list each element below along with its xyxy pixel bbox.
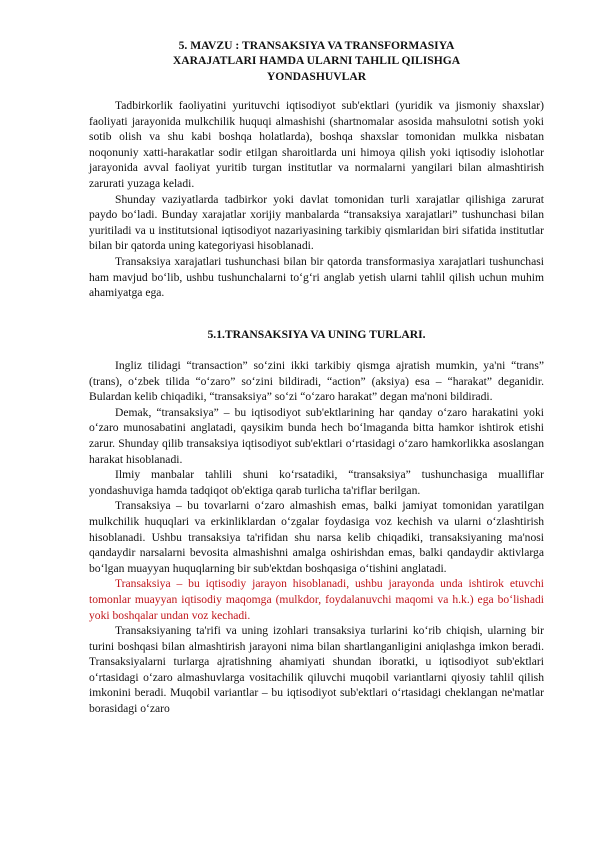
closing-paragraph: Transaksiyaning ta'rifi va uning izohlari transaksiya turlarini ko‘rib chiqish, ularning bir turini boshqasi bilan almashtirish jarayoni nima bilan shartlanganligini aniqlashga imkon beradi. Transaksiyalarni turlarga ajratishning ahamiyati shundan iboratki, u iqtisodiyot sub'ektlari o‘rtasidagi o‘zaro almashuvlarga vositachilik qiluvchi muqobil variantlarni qiyosiy tahlil qilish imkonini beradi. Muqobil variantlar – bu iqtisodiyot sub'ektlari o‘rtasidagi cheklangan ne'matlar borasidagi o‘zaro bbox=[89, 624, 544, 716]
section-text bbox=[89, 358, 544, 717]
highlighted-paragraph: Transaksiya – bu iqtisodiy jarayon hisoblanadi, ushbu jarayonda unda ishtirok etuvchi tomonlar muayyan iqtisodiy maqomga (mulkdor, foydalanuvchi maqomi va h.k.) ega bo‘lishadi yoki boshqalar undan voz kechadi. bbox=[89, 577, 544, 622]
section-heading-block bbox=[89, 327, 544, 343]
intro-paragraph-2: Shunday vaziyatlarda tadbirkor yoki davlat tomonidan turli xarajatlar qilishiga zarurat paydo bo‘ladi. Bunday xarajatlar xorijiy manbalarda “transaksiya xarajatlari” tushunchasi bilan yuritiladi va u institutsional iqtisodiyot nazariyasining tarkibiy qismlaridan biri sifatida institutlar bilan bir qatorda uning kategoriyasi hisoblanadi. bbox=[89, 192, 544, 253]
page-title bbox=[125, 38, 508, 84]
title-line-1: 5. MAVZU : TRANSAKSIYA VA TRANSFORMASIYA bbox=[178, 39, 455, 52]
title-line-3: YONDASHUVLAR bbox=[266, 69, 367, 83]
intro-paragraph-1: Tadbirkorlik faoliyatini yurituvchi iqtisodiyot sub'ektlari (yuridik va jismoniy shaxslar) faoliyati jarayonida mulkchilik huquqi almashishi (shartnomalar asosida mahsulotni sotish yoki sotib olish va shu kabi boshqa holatlarda), boshqa shaxslar tomonidan mulkka nisbatan noqonuniy xatti-harakatlar sodir etilgan sharoitlarda uni himoya qilish yoki iqtisodiy islohotlar jarayonida avval faoliyat yuritib turgan institutlar va normalarni yangilari bilan almashtirish zarurati yuzaga keladi. bbox=[89, 99, 544, 190]
intro-text bbox=[89, 98, 544, 301]
title-line-2: XARAJATLARI HAMDA ULARNI TAHLIL QILISHGA bbox=[172, 54, 461, 68]
section-heading: 5.1.TRANSAKSIYA VA UNING TURLARI. bbox=[207, 328, 426, 341]
section-paragraph-2: Demak, “transaksiya” – bu iqtisodiyot sub'ektlarining har qanday o‘zaro harakatini yoki o‘zaro munosabatini anglatadi, qaysikim bunda hech bo‘lmaganda bitta hamkor ishtirok etishi zarur. Shunday qilib transaksiya iqtisodiyot sub'ektlari o‘rtasidagi o‘zaro hamkorlikka asoslangan harakat hisoblanadi. bbox=[89, 405, 544, 466]
section-paragraph-3: Ilmiy manbalar tahlili shuni ko‘rsatadiki, “transaksiya” tushunchasiga mualliflar yondashuviga hamda tadqiqot ob'ektiga qarab turlicha ta'riflar berilgan. bbox=[89, 468, 544, 497]
intro-paragraph-3: Transaksiya xarajatlari tushunchasi bilan bir qatorda transformasiya xarajatlari tushunchasi ham mavjud bo‘lib, ushbu tushunchalarni to‘g‘ri anglab yetish ularni tahlil qilish uchun muhim ahamiyatga ega. bbox=[89, 254, 544, 300]
section-paragraph-4: Transaksiya – bu tovarlarni o‘zaro almashish emas, balki jamiyat tomonidan yaratilgan mulkchilik huquqlari va erkinliklardan o‘zgalar foydasiga voz kechish va ularni o‘zlashtirish hisoblanadi. Ushbu transaksiya ta'rifidan shu narsa kelib chiqadiki, transaksiyaning ma'nosi qandaydir narsalarni bevosita almashishni amalga oshirishdan emas, balki qandaydir aktivlarga bo‘lgan muayyan huquqlarning bir sub'ektdan boshqasiga o‘tishini anglatadi. bbox=[89, 499, 544, 575]
section-paragraph-1: Ingliz tilidagi “transaction” so‘zini ikki tarkibiy qismga ajratish mumkin, ya'ni “trans” (trans), o‘zbek tilida “o‘zaro” so‘zini bildiradi, “action” (aksiya) esa – “harakat” deganidir. Bulardan kelib chiqadiki, “transaksiya” so‘zi “o‘zaro harakat” degan ma'noni bildiradi. bbox=[89, 359, 544, 404]
